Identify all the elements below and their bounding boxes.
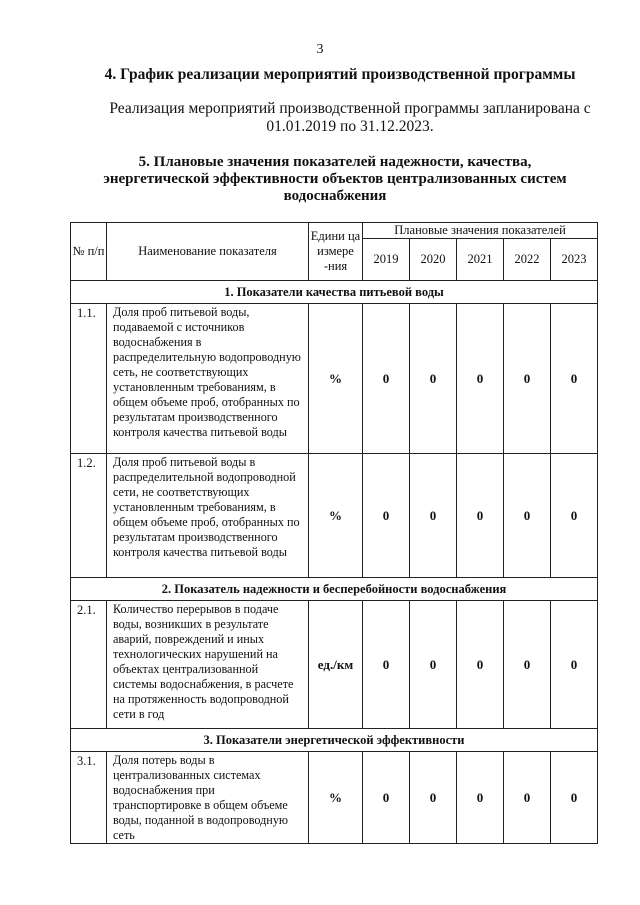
value-cell: 0 xyxy=(504,752,551,844)
table-row xyxy=(71,454,598,578)
indicator-unit: % xyxy=(309,304,363,454)
table-row xyxy=(71,601,598,729)
value-cell: 0 xyxy=(457,454,504,578)
page-number: 3 xyxy=(316,42,324,57)
value-cell: 0 xyxy=(363,752,410,844)
value-cell: 0 xyxy=(551,752,598,844)
row-number: 1.2. xyxy=(71,454,107,578)
value-cell: 0 xyxy=(551,454,598,578)
row-number: 2.1. xyxy=(71,601,107,729)
value-cell: 0 xyxy=(551,304,598,454)
indicator-unit: % xyxy=(309,454,363,578)
table-row xyxy=(71,752,598,844)
value-cell: 0 xyxy=(457,752,504,844)
header-number: № п/п xyxy=(71,223,107,281)
header-name: Наименование показателя xyxy=(107,223,309,281)
header-year: 2023 xyxy=(551,239,598,281)
row-number: 1.1. xyxy=(71,304,107,454)
value-cell: 0 xyxy=(410,601,457,729)
header-planned-values: Плановые значения показателей xyxy=(363,223,598,239)
value-cell: 0 xyxy=(410,304,457,454)
value-cell: 0 xyxy=(504,304,551,454)
indicators-table xyxy=(70,222,598,844)
indicator-unit: ед./км xyxy=(309,601,363,729)
value-cell: 0 xyxy=(457,304,504,454)
section-title: 1. Показатели качества питьевой воды xyxy=(71,281,598,304)
intro-text: Реализация мероприятий производственной программы запланирована с 01.01.2019 по 31.12.2023. xyxy=(109,100,591,135)
value-cell: 0 xyxy=(410,454,457,578)
value-cell: 0 xyxy=(504,601,551,729)
value-cell: 0 xyxy=(410,752,457,844)
indicator-unit: % xyxy=(309,752,363,844)
section-title: 2. Показатель надежности и бесперебойности водоснабжения xyxy=(71,578,598,601)
value-cell: 0 xyxy=(457,601,504,729)
value-cell: 0 xyxy=(363,454,410,578)
header-year: 2021 xyxy=(457,239,504,281)
section-title: 3. Показатели энергетической эффективности xyxy=(71,729,598,752)
value-cell: 0 xyxy=(363,304,410,454)
indicator-name: Доля потерь воды в централизованных системах водоснабжения при транспортировке в общем объеме воды, поданной в водопроводную сеть xyxy=(107,752,309,844)
value-cell: 0 xyxy=(363,601,410,729)
header-year: 2020 xyxy=(410,239,457,281)
header-unit: Едини ца измере -ния xyxy=(309,223,363,281)
header-year: 2019 xyxy=(363,239,410,281)
indicator-name: Доля проб питьевой воды в распределительной водопроводной сети, не соответствующих установленным требованиям, в общем объеме проб, отобранных по результатам производственного контроля качества питьевой воды xyxy=(107,454,309,578)
value-cell: 0 xyxy=(551,601,598,729)
section-heading: 4. График реализации мероприятий производственной программы xyxy=(104,66,576,83)
table-title: 5. Плановые значения показателей надежности, качества, энергетической эффективности объектов централизованных систем водоснабжения xyxy=(103,154,567,204)
value-cell: 0 xyxy=(504,454,551,578)
row-number: 3.1. xyxy=(71,752,107,844)
header-year: 2022 xyxy=(504,239,551,281)
indicator-name: Доля проб питьевой воды, подаваемой с источников водоснабжения в распределительную водопроводную сеть, не соответствующих установленным требованиям, в общем объеме проб, отобранных по результатам производственного контроля качества питьевой воды xyxy=(107,304,309,454)
indicator-name: Количество перерывов в подаче воды, возникших в результате аварий, повреждений и иных технологических нарушений на объектах централизованной системы водоснабжения, в расчете на протяженность водопроводной сети в год xyxy=(107,601,309,729)
table-row xyxy=(71,304,598,454)
